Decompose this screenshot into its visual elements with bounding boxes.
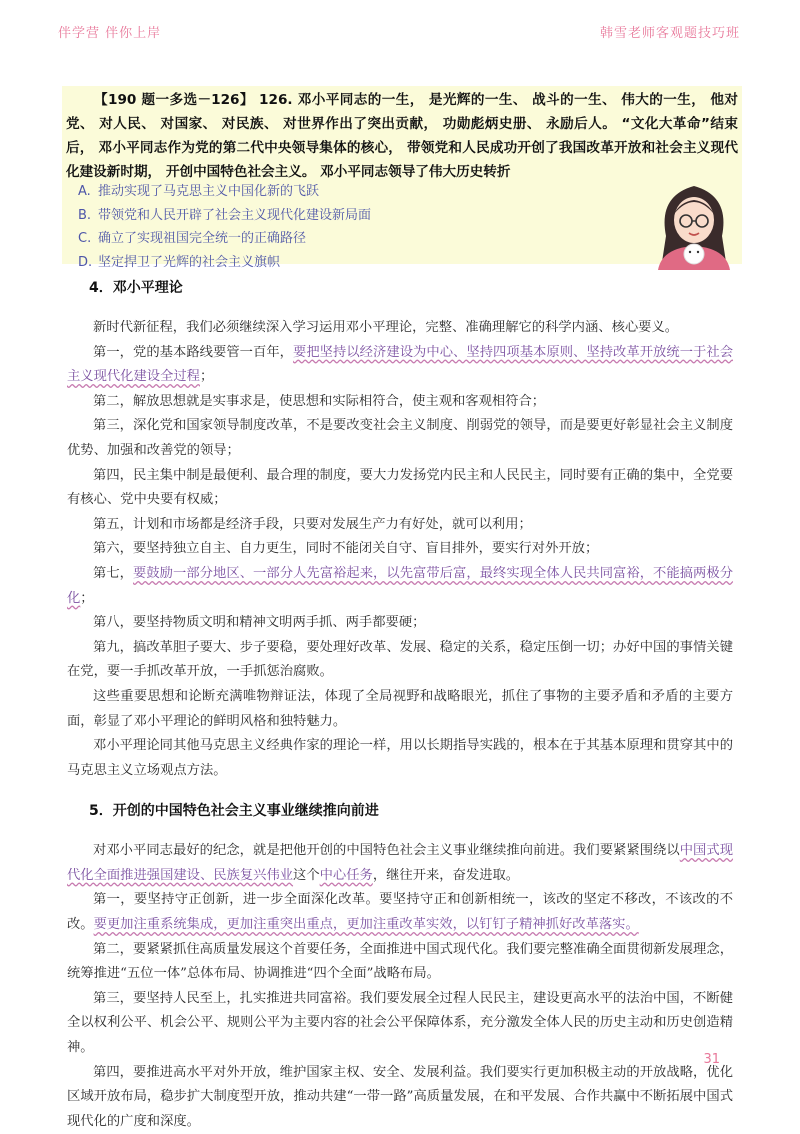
section-4-heading: 4．邓小平理论 (89, 280, 183, 296)
option-c[interactable] (78, 227, 638, 251)
option-letter: B. (78, 207, 92, 223)
option-letter: C. (78, 231, 92, 246)
question-stem: 【190 题一多选－126】 126. 邓小平同志的一生， 是光辉的一生、 战斗的一生、 伟大的一生， 他对党、 对人民、 对国家、 对民族、 对世界作出了突出贡献， 功勋彪炳史册、 永励后人。 “文化大革命”结束后， 邓小平同志作为党的第二代中央领导集体的核心， 带领党和人民成功开创了我国改革开放和社会主义现代化建设新时期， 开创中国特色社会主义。 邓小平同志领导了伟大历史转折 (66, 92, 738, 180)
option-d[interactable] (78, 251, 638, 275)
option-b[interactable] (78, 204, 638, 228)
paragraph: 第一，党的基本路线要管一百年，要把坚持以经济建设为中心、坚持四项基本原则、坚持改革开放统一于社会主义现代化建设全过程； (67, 344, 734, 385)
teacher-avatar-icon (648, 176, 740, 270)
highlight: 要鼓励一部分地区、一部分人先富裕起来，以先富带后富，最终实现全体人民共同富裕，不能搞两极分化 (67, 565, 734, 606)
option-text: 推动实现了马克思主义中国化新的飞跃 (98, 184, 320, 199)
option-a[interactable] (78, 180, 638, 204)
option-text: 确立了实现祖国完全统一的正确路径 (98, 231, 307, 246)
option-text: 带领党和人民开辟了社会主义现代化建设新局面 (98, 207, 372, 223)
section-5-heading: 5．开创的中国特色社会主义事业继续推向前进 (89, 803, 379, 820)
option-letter: D. (78, 254, 93, 270)
paragraph: 第七，要鼓励一部分地区、一部分人先富裕起来，以先富带后富，最终实现全体人民共同富裕，不能搞两极分化； (67, 565, 734, 606)
paragraph: 第三，深化党和国家领导制度改革，不是要改变社会主义制度、削弱党的领导，而是要更好彰显社会主义制度优势、加强和改善党的领导； (67, 418, 733, 458)
paragraph: 新时代新征程，我们必须继续深入学习运用邓小平理论，完整、准确理解它的科学内涵、核心要义。 (93, 320, 679, 335)
paragraph: 第四，民主集中制是最便利、最合理的制度，要大力发扬党内民主和人民民主，同时要有正确的集中，全党要有核心、党中央要有权威； (67, 467, 733, 508)
highlight: 要更加注重系统集成，更加注重突出重点，更加注重改革实效，以钉钉子精神抓好改革落实。 (93, 917, 639, 933)
paragraph: 第二，要紧紧抓住高质量发展这个首要任务，全面推进中国式现代化。我们要完整准确全面贯彻新发展理念，统筹推进“五位一体”总体布局、协调推进“四个全面”战略布局。 (67, 941, 733, 982)
paragraph: 第四，要推进高水平对外开放，维护国家主权、安全、发展利益。我们要实行更加积极主动的开放战略，优化区域开放布局，稳步扩大制度型开放，推动共建“一带一路”高质量发展，在和平发展、合作共赢中不断拓展中国式现代化的广度和深度。 (67, 1064, 733, 1129)
paragraph: 第八，要坚持物质文明和精神文明两手抓、两手都要硬； (93, 615, 426, 631)
header-course-title: 韩雪老师客观题技巧班 (599, 26, 740, 41)
paragraph: 这些重要思想和论断充满唯物辩证法，体现了全局视野和战略眼光，抓住了事物的主要矛盾和矛盾的主要方面，彰显了邓小平理论的鲜明风格和独特魅力。 (67, 688, 733, 729)
option-list (78, 180, 638, 274)
paragraph: 第一，要坚持守正创新，进一步全面深化改革。要坚持守正和创新相统一，该改的坚定不移改，不该改的不改。要更加注重系统集成，更加注重突出重点，更加注重改革实效，以钉钉子精神抓好改革落实。 (67, 892, 733, 933)
page-number: 31 (703, 1052, 720, 1067)
question-box (62, 86, 742, 270)
highlight: 中国式现代化全面推进强国建设、民族复兴伟业 (67, 843, 734, 883)
header-brand: 伴学营 伴你上岸 (58, 26, 162, 41)
paragraph: 第二，解放思想就是实事求是，使思想和实际相符合，使主观和客观相符合； (93, 393, 546, 409)
paragraph: 第九，搞改革胆子要大、步子要稳，要处理好改革、发展、稳定的关系，稳定压倒一切；办好中国的事情关键在党，要一手抓改革开放，一手抓惩治腐败。 (67, 639, 733, 680)
highlight: 要把坚持以经济建设为中心、坚持四项基本原则、坚持改革开放统一于社会主义现代化建设全过程 (67, 344, 734, 385)
paragraph: 邓小平理论同其他马克思主义经典作家的理论一样，用以长期指导实践的，根本在于其基本原理和贯穿其中的马克思主义立场观点方法。 (67, 738, 733, 778)
option-letter: A. (78, 184, 91, 199)
paragraph: 对邓小平同志最好的纪念，就是把他开创的中国特色社会主义事业继续推向前进。我们要紧紧围绕以中国式现代化全面推进强国建设、民族复兴伟业这个中心任务，继往开来，奋发进取。 (67, 843, 734, 883)
article-body (67, 274, 733, 1134)
highlight: 中心任务 (319, 867, 373, 883)
paragraph: 第三，要坚持人民至上，扎实推进共同富裕。我们要发展全过程人民民主，建设更高水平的法治中国，不断健全以权利公平、机会公平、规则公平为主要内容的社会公平保障体系，充分激发全体人民的历史主动和历史创造精神。 (67, 990, 733, 1056)
paragraph: 第六，要坚持独立自主、自力更生，同时不能闭关自守、盲目排外，要实行对外开放； (93, 541, 599, 557)
paragraph: 第五，计划和市场都是经济手段，只要对发展生产力有好处，就可以利用； (93, 516, 532, 532)
option-text: 坚定捍卫了光辉的社会主义旗帜 (98, 254, 281, 270)
